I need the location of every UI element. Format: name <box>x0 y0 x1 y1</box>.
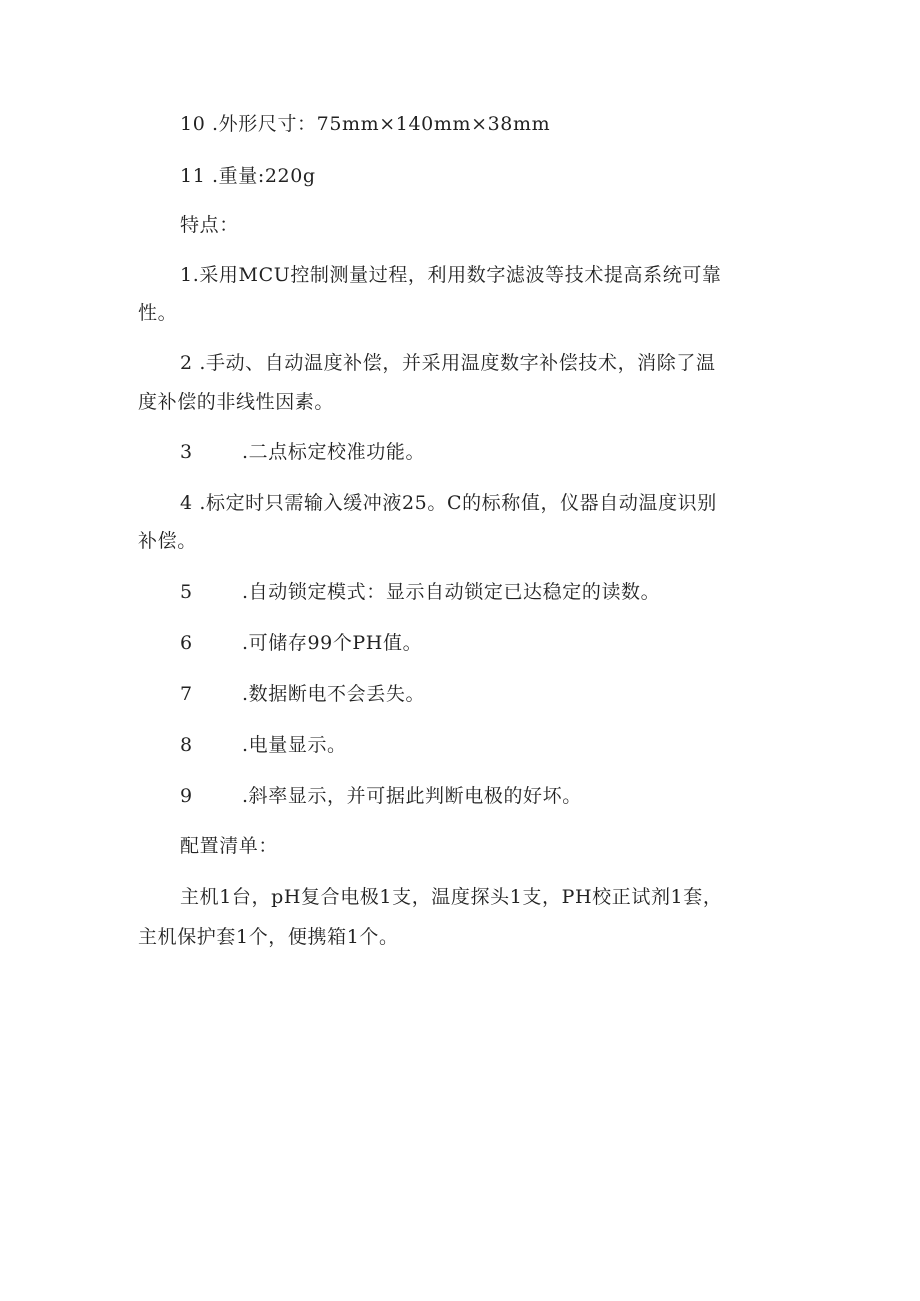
feature-3-number: 3 <box>180 441 193 463</box>
feature-7-number: 7 <box>180 683 193 705</box>
config-line-2: 主机保护套1个，便携箱1个。 <box>138 926 399 948</box>
feature-3-text: .二点标定校准功能。 <box>242 441 426 463</box>
feature-2-line-1: 2 .手动、自动温度补偿，并采用温度数字补偿技术，消除了温 <box>180 352 716 374</box>
feature-4-line-1: 4 .标定时只需输入缓冲液25。C的标称值，仪器自动温度识别 <box>180 492 717 514</box>
feature-5-line <box>180 580 660 604</box>
spec-10-line: 10 .外形尺寸：75mm×140mm×38mm <box>180 113 551 135</box>
feature-1-line-2: 性。 <box>138 302 178 324</box>
feature-3-line <box>180 440 425 464</box>
feature-1-line-1: 1.采用MCU控制测量过程，利用数字滤波等技术提高系统可靠 <box>180 264 722 286</box>
features-heading: 特点： <box>180 214 239 236</box>
feature-6-line <box>180 631 422 655</box>
feature-9-text: .斜率显示，并可据此判断电极的好坏。 <box>242 785 582 807</box>
config-heading: 配置清单： <box>180 835 279 857</box>
feature-6-text: .可储存99个PH值。 <box>242 632 423 654</box>
spec-11-line: 11 .重量:220g <box>180 165 316 187</box>
feature-9-number: 9 <box>180 785 193 807</box>
feature-5-number: 5 <box>180 581 193 603</box>
feature-4-line-2: 补偿。 <box>138 530 197 552</box>
feature-9-line <box>180 784 582 808</box>
feature-7-line <box>180 682 425 706</box>
feature-2-line-2: 度补偿的非线性因素。 <box>138 391 335 413</box>
feature-8-line <box>180 733 347 757</box>
feature-7-text: .数据断电不会丢失。 <box>242 683 426 705</box>
feature-8-number: 8 <box>180 734 193 756</box>
feature-6-number: 6 <box>180 632 193 654</box>
feature-5-text: .自动锁定模式：显示自动锁定已达稳定的读数。 <box>242 581 661 603</box>
feature-8-text: .电量显示。 <box>242 734 347 756</box>
config-line-1: 主机1台，pH复合电极1支，温度探头1支，PH校正试剂1套， <box>180 886 723 908</box>
